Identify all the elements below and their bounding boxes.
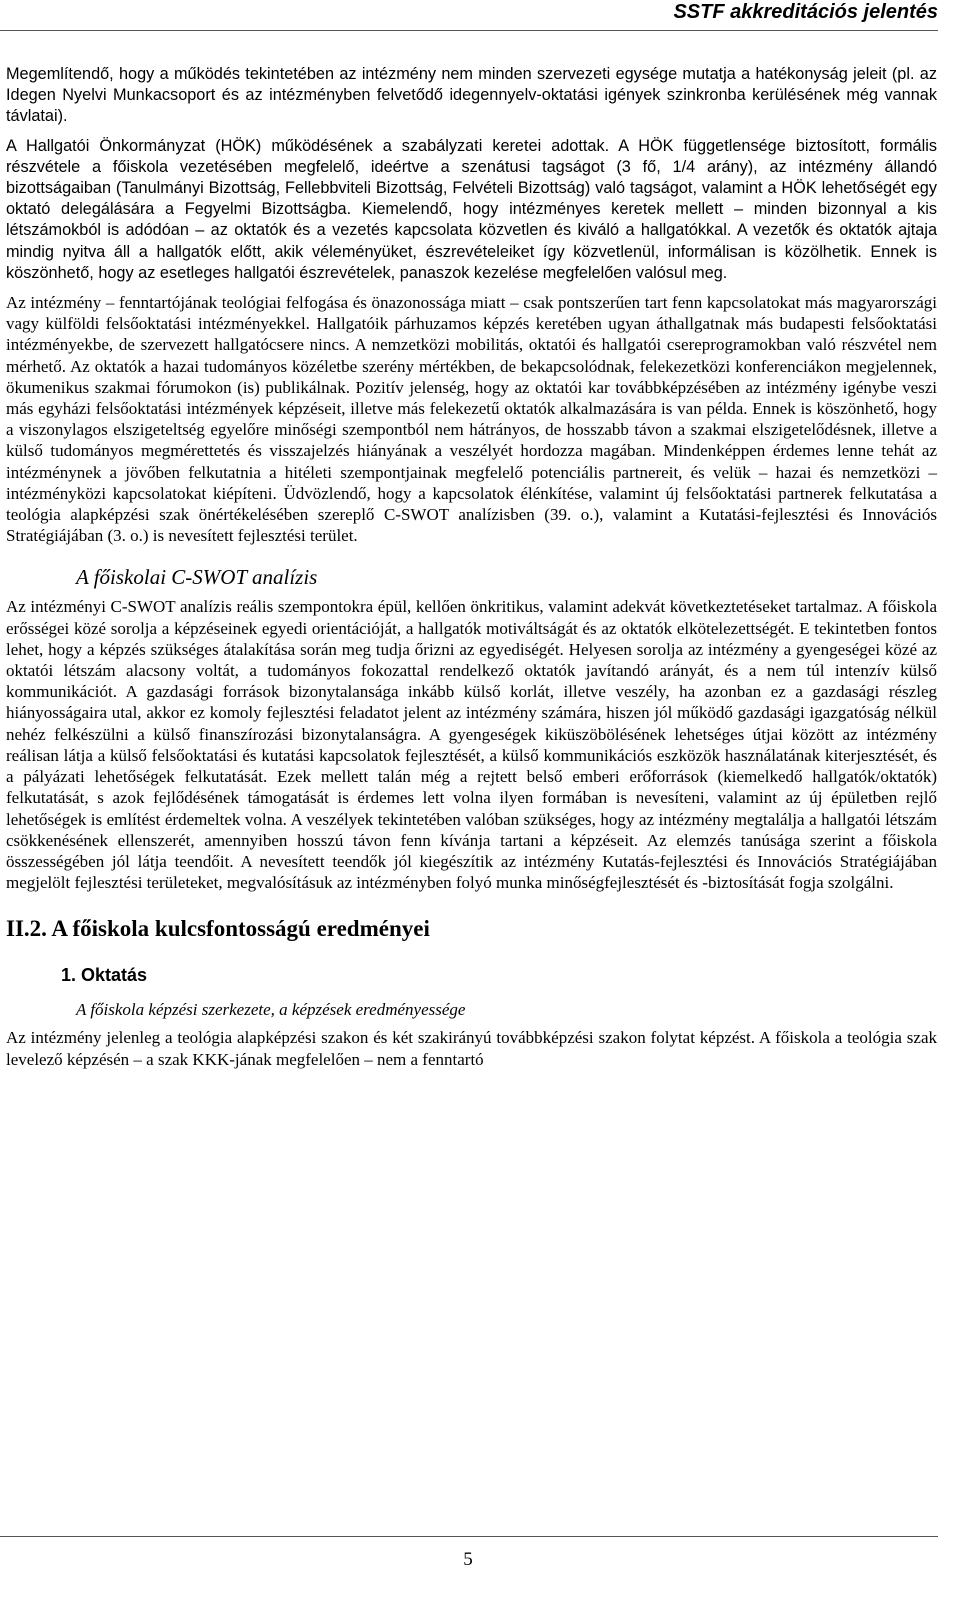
page-header <box>0 0 960 32</box>
footer-divider <box>0 1536 938 1537</box>
document-body <box>6 64 937 1070</box>
section-subheading-cswot: A főiskolai C-SWOT analízis <box>76 565 318 590</box>
paragraph-cswot-analysis: Az intézményi C-SWOT analízis reális szempontokra épül, kellően önkritikus, valamint adekvát következtetéseket tartalmaz. A főiskola erősségei közé sorolja a képzéseinek egyedi orientációját, a hallgatók motiváltságát és az oktatók elkötelezettségét. E tekintetben fontos lehet, hogy a képzés szükséges átalakítása során meg tudja őrizni az egyediségét. Helyesen sorolja az intézmény a gyengeségei közé az oktatói létszám alacsony voltát, a tudományos fokozattal rendelkező oktatók javítandó arányát, és a nem túl intenzív külső kommunikációt. A gazdasági források bizonytalansága inkább külső korlát, illetve veszély, ha azonban ez a gazdasági részleg hiányosságaira utal, akkor ez komoly fejlesztési feladatot jelent az intézmény számára, hiszen jól működő gazdasági igazgatóság nélkül nehéz felkészülni a külső finanszírozási bizonytalanságra. A gyengeségek kiküszöbölésének lehetséges útjai között az intézmény reálisan látja a külső felsőoktatási és kutatási kapcsolatok fejlesztését, a külső kommunikációs eszközök használatának kiterjesztését, és a pályázati lehetőségek felkutatását. Ezek mellett talán még a rejtett belső emberi erőforrások (kiemelkedő hallgatók/oktatók) felkutatását, s azok fejlődésének támogatását is érdemes lett volna ilyen formában is nevesíteni, valamint az új épületben rejlő lehetőségek is említést érdemeltek volna. A veszélyek tekintetében valóban szükséges, hogy az intézmény megtalálja a hallgatói létszám csökkenésének ellenszerét, amennyiben hosszú távon fenn kívánja tartani a képzéseit. Az elemzés tanúsága szerint a főiskola összességében jól látja teendőit. A nevesített teendők jól kiegészítik az intézmény Kutatás-fejlesztési és Innovációs Stratégiájában megjelölt fejlesztési területeket, megvalósításuk az intézményben folyó munka minőségfejlesztését és -biztosítását fogja szolgálni. <box>6 597 937 893</box>
section-heading-education: 1. Oktatás <box>61 965 148 986</box>
header-divider <box>0 30 938 31</box>
report-title: SSTF akkreditációs jelentés <box>673 1 938 23</box>
section-heading-key-results: II.2. A főiskola kulcsfontosságú eredményei <box>6 916 430 942</box>
paragraph-external-relations: Az intézmény – fenntartójának teológiai felfogása és önazonossága miatt – csak pontszerűen tart fenn kapcsolatokat más magyarországi vagy külföldi felsőoktatási intézményekkel. Hallgatóik párhuzamos képzés keretében ugyan áthallgatnak más budapesti felsőoktatási intézményekbe, de szervezett hallgatócsere nincs. A nemzetközi mobilitás, oktatói és hallgatói csereprogramokban való részvétel nem mérhető. Az oktatók a hazai tudományos közéletbe szerény mértékben, de bekapcsolódnak, felekezetközi konferenciákon megjelennek, ökumenikus szakmai fórumokon (is) publikálnak. Pozitív jelenség, hogy az oktatói kar továbbképzésében az intézmény igénybe veszi más egyházi felsőoktatási intézmények képzéseit, illetve más felekezetű oktatók alkalmazására is van példa. Ennek is köszönhető, hogy a viszonylagos elszigeteltség egyelőre minőségi szempontból nem hátrányos, de hosszabb távon a szakmai elszigetelődésnek, illetve a külső tudományos megmérettetés és visszajelzés hiányának a veszélyét hordozza magában. Mindenképpen érdemes lenne tehát az intézménynek a jövőben felkutatnia a hitéleti szempontjainak megfelelő potenciális partnereit, és velük – hazai és nemzetközi – intézményközi kapcsolatokat kiépíteni. Üdvözlendő, hogy a kapcsolatok élénkítése, valamint új felsőoktatási partnerek felkutatása a teológia alapképzési szak önértékelésében szereplő C-SWOT analízisben (39. o.), valamint a Kutatási-fejlesztési és Innovációs Stratégiájában (3. o.) is nevesített fejlesztési terület. <box>6 293 937 546</box>
paragraph-training-programs: Az intézmény jelenleg a teológia alapképzési szakon és két szakirányú továbbképzési szakon folytat képzést. A főiskola a teológia szak levelező képzésén – a szak KKK-jának megfelelően – nem a fenntartó <box>6 1028 937 1069</box>
paragraph-mobility-note: Megemlítendő, hogy a működés tekintetében az intézmény nem minden szervezeti egysége mutatja a hatékonyság jeleit (pl. az Idegen Nyelvi Munkacsoport és az intézményben felvetődő idegennyelv-oktatási igények szinkronba kerülésének még vannak távlatai). <box>6 65 937 126</box>
page-number: 5 <box>463 1549 473 1570</box>
section-subheading-training-structure: A főiskola képzési szerkezete, a képzések eredményessége <box>76 1000 466 1020</box>
paragraph-student-union: A Hallgatói Önkormányzat (HÖK) működésének a szabályzati keretei adottak. A HÖK függetlensége biztosított, formális részvétele a főiskola vezetésében megfelelő, ideértve a szenátusi tagságot (3 fő, 1/4 arány), az intézmény állandó bizottságaiban (Tanulmányi Bizottság, Fellebbviteli Bizottság, Felvételi Bizottság) való tagságot, valamint a HÖK lehetőségét egy oktató delegálására a Fegyelmi Bizottságba. Kiemelendő, hogy intézményes keretek mellett – minden bizonnyal a kis létszámokból is adódóan – az oktatók és a vezetés kapcsolata közvetlen és kiváló a hallgatókkal. A vezetők és oktatók ajtaja mindig nyitva áll a hallgatók előtt, akik véleményüket, észrevételeiket így közvetlenül, informálisan is közölhetik. Ennek is köszönhető, hogy az esetleges hallgatói észrevételek, panaszok kezelése megfelelően valósul meg. <box>6 136 937 282</box>
